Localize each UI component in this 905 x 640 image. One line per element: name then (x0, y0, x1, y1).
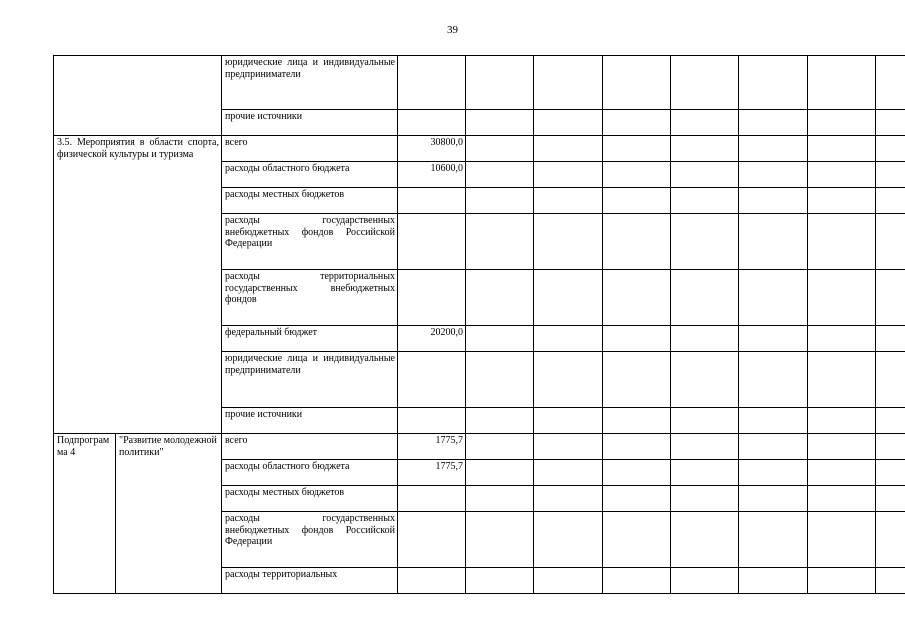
empty-cell (534, 188, 603, 214)
empty-cell (739, 486, 808, 512)
empty-cell (808, 408, 876, 434)
empty-cell (603, 486, 671, 512)
empty-cell (739, 408, 808, 434)
empty-cell (739, 270, 808, 326)
value-cell (398, 110, 466, 136)
expense-type-cell: расходы областного бюджета (222, 162, 398, 188)
empty-cell (671, 56, 739, 110)
empty-cell (808, 568, 876, 594)
empty-cell (671, 352, 739, 408)
subprogram-name-cell: "Развитие молодежной политики" (116, 434, 222, 594)
empty-cell (534, 162, 603, 188)
empty-cell (876, 408, 905, 434)
value-cell: 20200,0 (398, 326, 466, 352)
page-number: 39 (447, 24, 458, 36)
empty-cell (739, 110, 808, 136)
empty-cell (603, 270, 671, 326)
empty-cell (466, 408, 534, 434)
expense-type-cell: расходы государственных внебюджетных фондов Российской Федерации (222, 512, 398, 568)
expense-type-cell: расходы местных бюджетов (222, 188, 398, 214)
empty-cell (671, 110, 739, 136)
empty-cell (603, 56, 671, 110)
empty-cell (876, 486, 905, 512)
expense-type-cell: расходы местных бюджетов (222, 486, 398, 512)
expense-type-cell: федеральный бюджет (222, 326, 398, 352)
empty-cell (603, 162, 671, 188)
empty-cell (534, 270, 603, 326)
empty-cell (808, 434, 876, 460)
value-cell (398, 408, 466, 434)
value-cell (398, 56, 466, 110)
empty-cell (603, 512, 671, 568)
empty-cell (603, 434, 671, 460)
empty-cell (603, 136, 671, 162)
empty-cell (603, 408, 671, 434)
expense-type-cell: юридические лица и индивидуальные предприниматели (222, 56, 398, 110)
empty-cell (671, 188, 739, 214)
empty-cell (739, 460, 808, 486)
empty-cell (603, 214, 671, 270)
empty-cell (876, 214, 905, 270)
empty-cell (466, 352, 534, 408)
value-cell (398, 214, 466, 270)
empty-cell (466, 460, 534, 486)
empty-cell (808, 326, 876, 352)
expense-type-cell: всего (222, 434, 398, 460)
subprogram-label-cell: Подпрограмма 4 (54, 434, 116, 594)
value-cell: 30800,0 (398, 136, 466, 162)
empty-cell (739, 188, 808, 214)
budget-table (53, 55, 905, 594)
value-cell (398, 486, 466, 512)
empty-cell (808, 56, 876, 110)
empty-cell (534, 512, 603, 568)
empty-cell (739, 512, 808, 568)
empty-cell (739, 326, 808, 352)
empty-cell (466, 56, 534, 110)
expense-type-cell: всего (222, 136, 398, 162)
empty-cell (466, 162, 534, 188)
value-cell: 1775,7 (398, 434, 466, 460)
empty-cell (876, 162, 905, 188)
empty-cell (739, 56, 808, 110)
empty-cell (739, 568, 808, 594)
empty-cell (466, 326, 534, 352)
value-cell (398, 512, 466, 568)
empty-cell (534, 460, 603, 486)
empty-cell (808, 188, 876, 214)
value-cell (398, 188, 466, 214)
empty-cell (534, 56, 603, 110)
value-cell (398, 568, 466, 594)
empty-cell (876, 352, 905, 408)
empty-cell (739, 136, 808, 162)
empty-cell (671, 162, 739, 188)
expense-type-cell: юридические лица и индивидуальные предприниматели (222, 352, 398, 408)
empty-cell (876, 568, 905, 594)
empty-cell (671, 270, 739, 326)
empty-cell (808, 162, 876, 188)
empty-cell (739, 162, 808, 188)
value-cell: 10600,0 (398, 162, 466, 188)
empty-cell (671, 512, 739, 568)
empty-cell (466, 434, 534, 460)
empty-cell (671, 486, 739, 512)
empty-cell (876, 460, 905, 486)
empty-cell (671, 214, 739, 270)
empty-cell (671, 408, 739, 434)
expense-type-cell: прочие источники (222, 110, 398, 136)
empty-cell (534, 214, 603, 270)
empty-cell (808, 270, 876, 326)
empty-cell (466, 136, 534, 162)
empty-cell (603, 460, 671, 486)
expense-type-cell: расходы территориальных (222, 568, 398, 594)
empty-cell (808, 110, 876, 136)
table-row (54, 434, 905, 460)
empty-cell (876, 270, 905, 326)
empty-cell (876, 110, 905, 136)
empty-cell (876, 512, 905, 568)
empty-cell (534, 110, 603, 136)
value-cell: 1775,7 (398, 460, 466, 486)
empty-cell (739, 352, 808, 408)
empty-cell (603, 568, 671, 594)
empty-cell (739, 214, 808, 270)
empty-cell (739, 434, 808, 460)
empty-cell (671, 434, 739, 460)
empty-cell (534, 326, 603, 352)
expense-type-cell: прочие источники (222, 408, 398, 434)
empty-cell (466, 486, 534, 512)
expense-type-cell: расходы государственных внебюджетных фондов Российской Федерации (222, 214, 398, 270)
empty-cell (876, 136, 905, 162)
empty-cell (534, 136, 603, 162)
empty-cell (466, 568, 534, 594)
empty-cell (808, 136, 876, 162)
empty-cell (808, 352, 876, 408)
activity-name-cell: 3.5. Мероприятия в области спорта, физической культуры и туризма (54, 136, 222, 434)
empty-cell (808, 512, 876, 568)
empty-cell (808, 486, 876, 512)
empty-cell (876, 56, 905, 110)
empty-cell (808, 460, 876, 486)
empty-cell (466, 110, 534, 136)
empty-name-cell (54, 56, 222, 136)
empty-cell (534, 434, 603, 460)
empty-cell (534, 568, 603, 594)
empty-cell (671, 136, 739, 162)
empty-cell (603, 326, 671, 352)
value-cell (398, 270, 466, 326)
empty-cell (534, 352, 603, 408)
empty-cell (603, 188, 671, 214)
expense-type-cell: расходы территориальных государственных внебюджетных фондов (222, 270, 398, 326)
empty-cell (671, 568, 739, 594)
empty-cell (466, 270, 534, 326)
empty-cell (671, 460, 739, 486)
table-row (54, 136, 905, 162)
table-row (54, 56, 905, 110)
empty-cell (534, 408, 603, 434)
empty-cell (671, 326, 739, 352)
empty-cell (466, 214, 534, 270)
empty-cell (466, 512, 534, 568)
empty-cell (603, 352, 671, 408)
empty-cell (534, 486, 603, 512)
value-cell (398, 352, 466, 408)
empty-cell (876, 434, 905, 460)
expense-type-cell: расходы областного бюджета (222, 460, 398, 486)
empty-cell (466, 188, 534, 214)
empty-cell (876, 326, 905, 352)
empty-cell (876, 188, 905, 214)
empty-cell (603, 110, 671, 136)
empty-cell (808, 214, 876, 270)
